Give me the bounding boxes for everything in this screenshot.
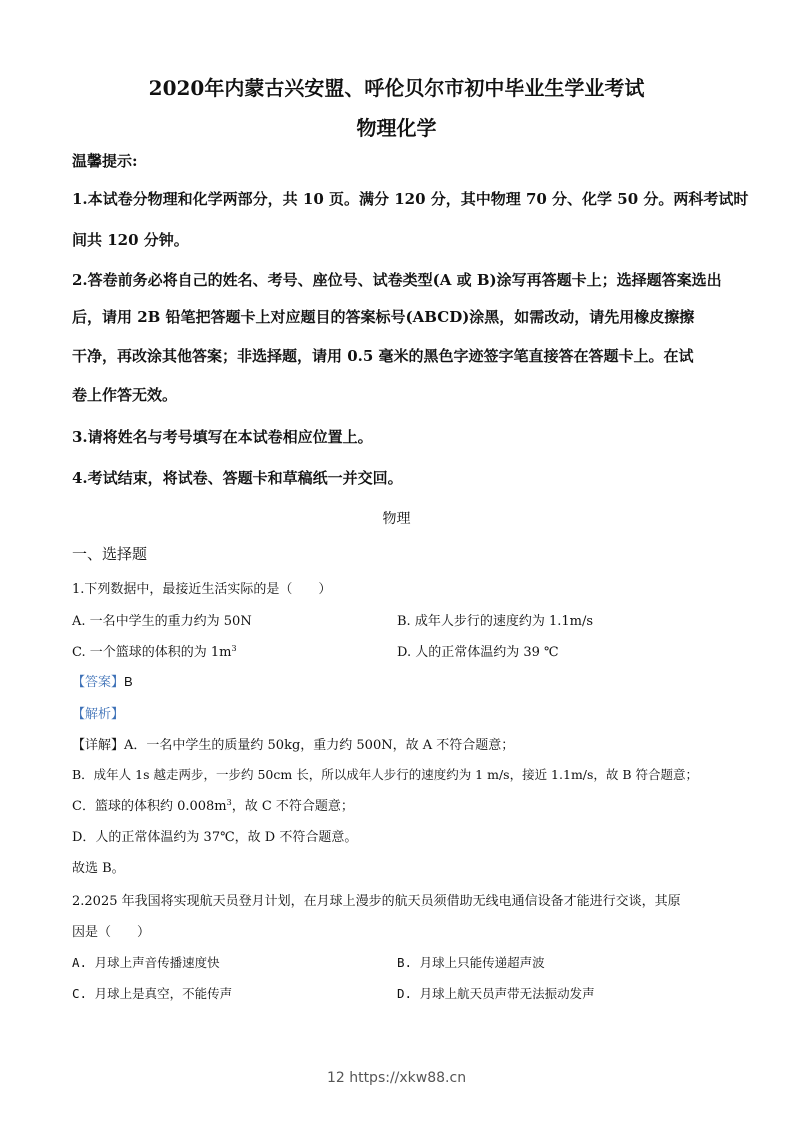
analysis-label: 【解析】	[72, 707, 125, 722]
question-1-option-a: A. 一名中学生的重力约为 50N	[72, 614, 252, 629]
question-1-stem: 1.下列数据中，最接近生活实际的是（ ）	[72, 582, 332, 597]
detail-line-c: C．篮球的体积约 $0.008m^3$，故 C 不符合题意；	[72, 798, 354, 814]
notice-item-1-line-1: 1.本试卷分物理和化学两部分，共 10 页。满分 120 分，其中物理 70 分、化学 50 分。两科考试时	[72, 190, 749, 208]
question-1-option-c: C. 一个篮球的体积的为 $1m^3$	[72, 644, 237, 660]
detail-line-a: 【详解】A．一名中学生的质量约 50kg，重力约 500N，故 A 不符合题意；	[72, 738, 515, 753]
notice-heading: 温馨提示:	[72, 152, 138, 170]
subject-heading: 物理	[382, 511, 411, 527]
detail-line-b: B．成年人 1s 越走两步，一步约 50cm 长，所以成年人步行的速度约为 1 m/s，接近 1.1m/s，故 B 符合题意；	[72, 767, 699, 782]
answer-value: B	[124, 674, 133, 689]
question-1-option-b: B. 成年人步行的速度约为 1.1m/s	[397, 614, 594, 629]
page-footer: 12 https://xkw88.cn	[326, 1070, 467, 1086]
notice-item-1-line-2: 间共 120 分钟。	[72, 231, 189, 249]
answer-line	[72, 671, 133, 690]
notice-item-2-line-4: 卷上作答无效。	[72, 386, 178, 404]
exam-subtitle: 物理化学	[356, 116, 437, 140]
section-heading: 一、选择题	[72, 545, 148, 563]
notice-item-3: 3.请将姓名与考号填写在本试卷相应位置上。	[72, 428, 373, 446]
question-2-option-c: C. 月球上是真空，不能传声	[72, 986, 233, 1001]
question-2-option-d: D. 月球上航天员声带无法振动发声	[397, 986, 595, 1001]
question-2-option-a: A. 月球上声音传播速度快	[72, 955, 220, 970]
detail-label: 【详解】	[72, 738, 125, 753]
detail-conclusion: 故选 B。	[72, 861, 125, 876]
notice-item-2-line-1: 2.答卷前务必将自己的姓名、考号、座位号、试卷类型(A 或 B)涂写再答题卡上；选择题答案选出	[72, 271, 722, 289]
question-1-option-d: D. 人的正常体温约为 39 ℃	[397, 645, 559, 660]
answer-label: 【答案】	[72, 675, 125, 690]
notice-item-4: 4.考试结束，将试卷、答题卡和草稿纸一并交回。	[72, 469, 403, 487]
question-2-option-b: B. 月球上只能传递超声波	[397, 955, 545, 970]
exam-title: 2020年内蒙古兴安盟、呼伦贝尔市初中毕业生学业考试	[148, 76, 645, 100]
question-2-stem-line-2: 因是（ ）	[72, 925, 151, 940]
detail-line-d: D．人的正常体温约为 37℃，故 D 不符合题意。	[72, 830, 358, 845]
notice-item-2-line-3: 干净，再改涂其他答案；非选择题，请用 0.5 毫米的黑色字迹签字笔直接答在答题卡上。在试	[72, 347, 694, 365]
notice-item-2-line-2: 后，请用 2B 铅笔把答题卡上对应题目的答案标号(ABCD)涂黑，如需改动，请先用橡皮擦擦	[72, 308, 695, 326]
question-2-stem-line-1: 2.2025 年我国将实现航天员登月计划，在月球上漫步的航天员须借助无线电通信设备才能进行交谈，其原	[72, 894, 681, 909]
